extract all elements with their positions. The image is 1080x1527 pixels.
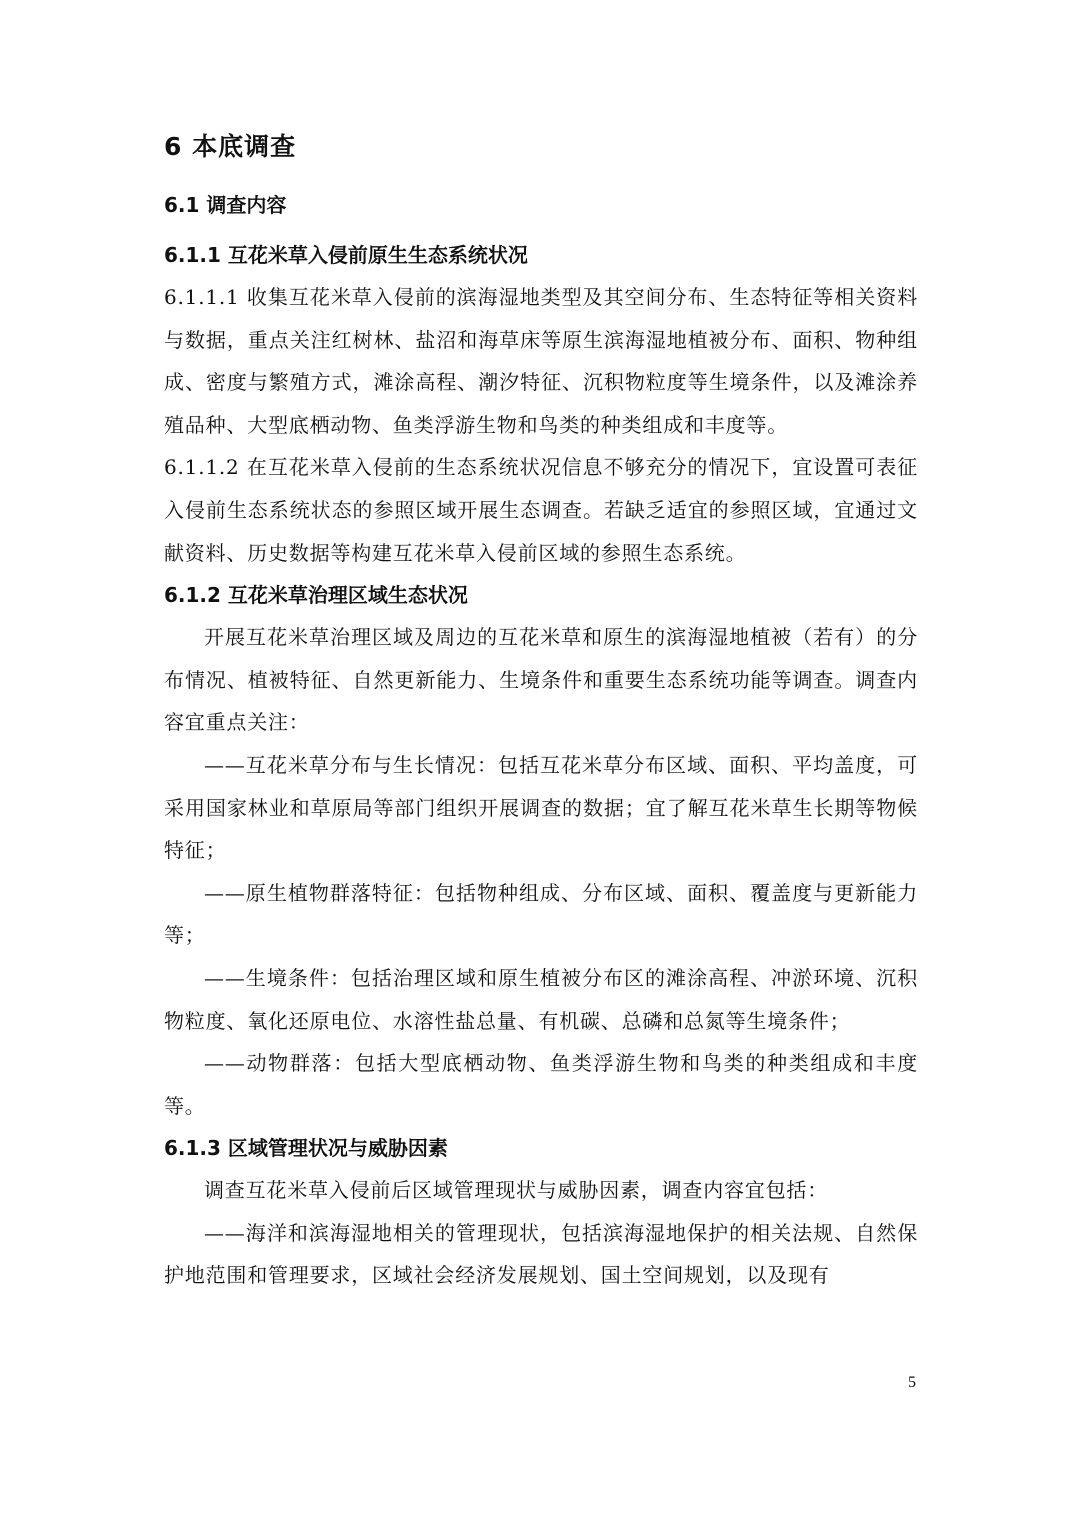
paragraph-6-1-2-intro: 开展互花米草治理区域及周边的互花米草和原生的滨海湿地植被（若有）的分布情况、植被特征、自然更新能力、生境条件和重要生态系统功能等调查。调查内容宜重点关注： bbox=[164, 625, 918, 735]
subsection-heading-6-1-3: 6.1.3 区域管理状况与威胁因素 bbox=[164, 1136, 448, 1161]
paragraph-6-1-1-2: 6.1.1.2 在互花米草入侵前的生态系统状况信息不够充分的情况下，宜设置可表征入侵前生态系统状态的参照区域开展生态调查。若缺乏适宜的参照区域，宜通过文献资料、历史数据等构建互花米草入侵前区域的参照生态系统。 bbox=[164, 455, 918, 565]
bullet-spartina-distribution: ——互花米草分布与生长情况：包括互花米草分布区域、面积、平均盖度，可采用国家林业和草原局等部门组织开展调查的数据；宜了解互花米草生长期等物候特征； bbox=[164, 752, 918, 863]
bullet-habitat-conditions: ——生境条件：包括治理区域和原生植被分布区的滩涂高程、冲淤环境、沉积物粒度、氧化还原电位、水溶性盐总量、有机碳、总磷和总氮等生境条件； bbox=[164, 965, 918, 1033]
subsection-heading-6-1-1: 6.1.1 互花米草入侵前原生生态系统状况 bbox=[164, 243, 528, 267]
bullet-native-plant-community: ——原生植物群落特征：包括物种组成、分布区域、面积、覆盖度与更新能力等； bbox=[164, 880, 918, 948]
chapter-title: 6 本底调查 bbox=[164, 132, 297, 161]
document-page bbox=[164, 118, 918, 1297]
bullet-management-status: ——海洋和滨海湿地相关的管理现状，包括滨海湿地保护的相关法规、自然保护地范围和管理要求，区域社会经济发展规划、国土空间规划，以及现有 bbox=[164, 1220, 918, 1288]
page-number: 5 bbox=[908, 1374, 916, 1391]
subsection-heading-6-1-2: 6.1.2 互花米草治理区域生态状况 bbox=[164, 583, 468, 608]
bullet-animal-community: ——动物群落：包括大型底栖动物、鱼类浮游生物和鸟类的种类组成和丰度等。 bbox=[164, 1051, 918, 1118]
paragraph-6-1-1-1: 6.1.1.1 收集互花米草入侵前的滨海湿地类型及其空间分布、生态特征等相关资料与数据，重点关注红树林、盐沼和海草床等原生滨海湿地植被分布、面积、物种组成、密度与繁殖方式，滩涂高程、潮汐特征、沉积物粒度等生境条件，以及滩涂养殖品种、大型底栖动物、鱼类浮游生物和鸟类的种类组成和丰度等。 bbox=[164, 285, 918, 437]
paragraph-6-1-3-intro: 调查互花米草入侵前后区域管理现状与威胁因素，调查内容宜包括： bbox=[204, 1178, 828, 1203]
section-heading-6-1: 6.1 调查内容 bbox=[164, 193, 287, 217]
